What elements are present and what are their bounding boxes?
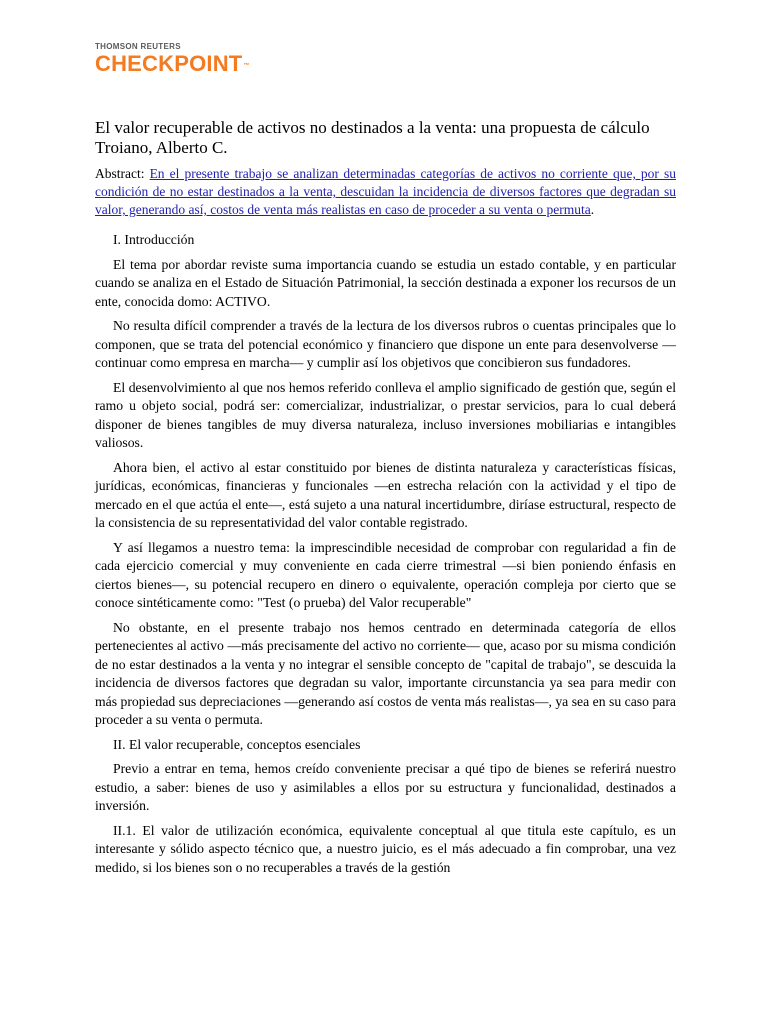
section-heading-intro: I. Introducción [113, 232, 195, 247]
abstract-end: . [590, 202, 595, 217]
section-heading-2: II. El valor recuperable, conceptos esenciales [113, 736, 361, 752]
paragraph: No resulta difícil comprender a través de la lectura de los diversos rubros o cuentas principales que lo componen, que se trata del potencial económico y financiero que dispone un ente para desenvolverse —continuar como empresa en marcha— y cumplir así los objetivos que concibieron sus fundadores. [95, 318, 676, 370]
document-content [95, 118, 676, 882]
paragraph: El tema por abordar reviste suma importancia cuando se estudia un estado contable, y en particular cuando se analiza en el Estado de Situación Patrimonial, la sección destinada a exponer los recursos de un ente, conocida domo: ACTIVO. [95, 256, 676, 309]
paragraph: El desenvolvimiento al que nos hemos referido conlleva el amplio significado de gestión que, según el ramo u objeto social, podrá ser: comercializar, industrializar, o prestar servicios, para lo cual deberá disponer de bienes tangibles de muy diversa naturaleza, incluso inversiones mobiliarias e intangibles valiosos. [95, 379, 676, 450]
logo-trademark: ™ [243, 63, 250, 69]
checkpoint-logo [95, 42, 250, 75]
document-author: Troiano, Alberto C. [95, 138, 228, 157]
paragraph: Y así llegamos a nuestro tema: la imprescindible necesidad de comprobar con regularidad a fin de cada ejercicio comercial y muy conveniente en cada cierre trimestral —si bien poniendo énfasis en ciertos bienes—, su potencial recupero en dinero o equivalente, operación compleja por cierto que se conoce sintéticamente como: "Test (o prueba) del Valor recuperable" [95, 539, 676, 610]
logo-brand-top: THOMSON REUTERS [95, 42, 181, 51]
document-body [95, 231, 676, 877]
document-abstract [95, 165, 676, 219]
paragraph: No obstante, en el presente trabajo nos hemos centrado en determinada categoría de ellos pertenecientes al activo —más precisamente del activo no corriente— que, acaso por su misma condición de no estar destinados a la venta y no integrar el sensible concepto de "capital de trabajo", se descuida la incidencia de diversos factores que degradan su valor, importante circunstancia ya sea para medir con más propiedad sus depreciaciones —generando así costos de venta más realistas—, ya sea en su caso para proceder a su venta o permuta. [95, 619, 676, 727]
abstract-text: En el presente trabajo se analizan determinadas categorías de activos no corriente que, por su condición de no estar destinados a la venta, descuidan la incidencia de diversos factores que degradan su valor, generando así, costos de venta más realistas en caso de proceder a su venta o permuta [95, 166, 676, 217]
abstract-label: Abstract: [95, 166, 150, 181]
paragraph: II.1. El valor de utilización económica, equivalente conceptual al que titula este capítulo, es un interesante y sólido aspecto técnico que, a nuestro juicio, es el más adecuado a fin comprobar, una vez medido, si los bienes son o no recuperables a través de la gestión [95, 822, 676, 875]
logo-brand-main [95, 53, 250, 75]
document-title: El valor recuperable de activos no destinados a la venta: una propuesta de cálculo [95, 118, 650, 137]
paragraph: Previo a entrar en tema, hemos creído conveniente precisar a qué tipo de bienes se referirá nuestro estudio, a saber: bienes de uso y asimilables a ellos por su estructura y funcionalidad, destinados a inversión. [95, 761, 676, 813]
paragraph: Ahora bien, el activo al estar constituido por bienes de distinta naturaleza y características físicas, jurídicas, económicas, financieras y funcionales —en estrecha relación con la actividad y el tipo de mercado en el que actúa el ente—, está sujeto a una natural incertidumbre, diríase estructural, respecto de la consistencia de su representatividad del valor contable registrado. [95, 459, 676, 530]
logo-brand-name: CHECKPOINT [95, 51, 243, 76]
